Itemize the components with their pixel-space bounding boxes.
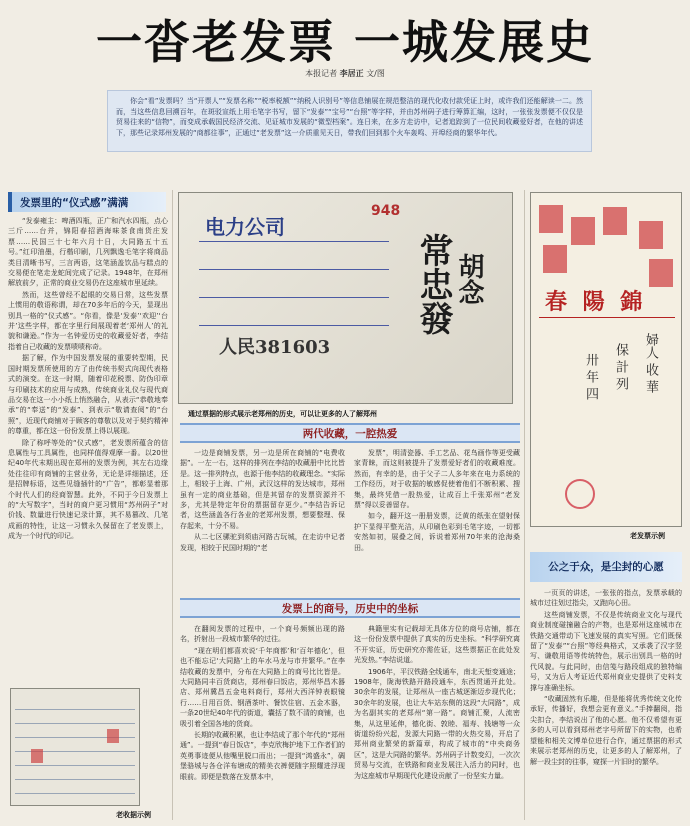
section-title-collection-text: 两代收藏，一腔热爱 — [302, 427, 398, 440]
right-photo-vertical-3: 卅 年 四 — [583, 353, 598, 401]
right-photo-vertical-1: 婦人 收 華 — [643, 333, 658, 394]
left-para-4: 除了称呼等处的“仪式感”，老发票所蕴含的信息属性与工具属性，也同样值得观摩一番。以20世纪40年代末期出现在郑州的发票为例，其左右边缘处往往印有商铺的主营业务，无论是详细描述，还是招牌标语，这些见缝插针的“广告”，都彰显着那个时代人们的经商智慧。此外，不同于今日发票上的“大写数字”，当时的商户更习惯用“苏州码子”对价钱、数量进行快速记录计算，其不易篡改、几笔成画的特性，让这一习惯永久保留在了老发票上，成为一个时代的印记。 — [8, 438, 168, 541]
mid-top2-para-2: 如今，翻开这一册册发票，泛黄的纸张在望射保护下显得平整光洁，从印刷色彩到毛笔字迹，一切都安然如初，展叠之间，诉说着郑州70年来的沧海桑田。 — [354, 512, 520, 552]
right-photo-title: 春 陽 錦 — [545, 289, 647, 315]
left-column-text — [8, 216, 168, 681]
main-photo-stamp: 948 — [371, 203, 401, 219]
main-invoice-photo — [178, 192, 513, 404]
right-photo-vertical-2: 保 計 列 — [613, 343, 628, 391]
mid-bot-para-1: 在翻阅发票的过程中，一个商号频频出现的路名，折射出一段城市繁华的过往。 — [180, 625, 345, 644]
left-receipt-photo — [10, 688, 140, 806]
mid-bot-para-2: “现在明们都喜欢说‘千年商都’和‘百年德化’，但也不能忘记‘大同路’上的车水马龙与市井繁华。”在李结收藏的发票中，分布在大同路上的商号比比皆是。大同路同丰百货商店，郑州春曰饭店，郑州华昌木器店、郑州冀昌五金电料商行，郑州大西洋钟表眼镜行……日用百货、钢酒茶叶、餐饮住宿、五金木器，一条20世纪40年代的街道，囊括了数不清的商铺，也吸引着全国各地的货商。 — [180, 646, 345, 728]
left-para-1: “发泰雍主：啤酒四瓶，正广和汽水四瓶，点心三斤……台并，锦阳春招酒海味茶食南货庄发票……民国三十七年六月十日，大同路五十五号。”红印油墨，行楷印刷，几列飘逸毛笔字将商品类目清晰书写，三言两语，这笔涵盖饮品与糕点的交易便在笔走龙蛇间完成了记录。1948年，在郑州解放前夕，正常的商业交易仍在这座城市里延续。 — [8, 217, 168, 288]
right-para-3: “收藏固然有乐趣，但是能将优秀传统文化传承好，传播好，我想会更有意义。”手捧翻阅，指尖扣合，李结说出了他的心愿。他不仅希望有更多的人可以看到郑州老字号所留下的实物，也希望能和相关文博单位进行合作，通过票据的形式来展示老郑州的历史，让更多的人了解郑州，了解一段尘封的往事，窥探一片旧时的繁华。 — [530, 695, 682, 766]
byline-name: 李居正 — [339, 69, 364, 78]
right-column-text — [530, 588, 682, 820]
mid-bot2-para-2: 1906年，平汉铁路全线通车，南北天堑变通途；1908年，陇海铁路开路段通车，东西贯通开此处。30余年的发展，让郑州从一座古城逐渐迈步现代化；30余年的发展，也让大车站东侧的这段“大同路”，成为名副其实的老郑州“第一路”。商铺汇聚，人流密集，从这里延伸，德化街、敦睦、福寿、钱塘等一众街道纷纷兴起，发源大同路一带的火热交易，开启了郑州商业繁荣的新篇章，构成了城市的“中央商务区”，这是大同路的繁华。苏州码子计数变幻，一次次贸易与交流，在铁路和商业发展注入活力的同时，也为这座城市早期现代化建设贡献了一份坚实力量。 — [354, 667, 520, 780]
left-photo-caption: 老收据示例 — [116, 811, 151, 819]
byline — [0, 68, 690, 79]
byline-suffix: 文/图 — [366, 69, 385, 78]
main-photo-caption: 通过票据的形式展示老郑州的历史，可以让更多的人了解郑州 — [188, 410, 377, 418]
mid-top-column-2 — [354, 448, 520, 578]
right-invoice-photo — [530, 192, 682, 527]
right-para-1: 一页页的讲述，一张张的指点，发票承载的城市过往划过指尖，又跑向心田。 — [530, 589, 682, 608]
mid-top-para-1: 一边是商铺发票，另一边是所在商铺的“电费收据”。一左一右，这样的排列在李结的收藏册中比比皆是。这一排列特点，也源于他李结的收藏理念。“实际上，相较于上海、广州，武汉这样的发达城市，郑州虽有一定的商业基础，但是其留存的发票资源并不多，尤其是特定年份的票据留存更少。”李结告诉记者，这些涵盖各行各业的老郑州发票，想要整理、保存起来，十分不易。 — [180, 449, 345, 530]
column-divider-left — [172, 190, 173, 820]
section-title-ritual — [8, 192, 166, 212]
section-title-shops-text: 发票上的商号，历史中的坐标 — [281, 602, 419, 615]
mid-top-column-1 — [180, 448, 345, 578]
section-title-collection — [180, 423, 520, 443]
right-photo-caption: 老发票示例 — [630, 532, 665, 540]
mid-bot-para-3: 长期的收藏积累，也让李结成了那个年代的“郑州通”。一提到“春日饭店”，李克欣梅护地下工作者们的英勇事迹便从他嘴里脱口而出；一提到“鸿盛永”，碉堡骆城与各仓洋布塘成的精美衣裤便随字照耀进浮现眼前。即便是数落在发票本中， — [180, 731, 345, 781]
byline-prefix: 本报记者 — [305, 69, 338, 78]
column-divider-right — [524, 190, 525, 820]
section-title-public — [530, 552, 682, 582]
mid-top-para-2: 从二七区骡驼到须庙河路古玩城，在走访中记者发现，相较于民国时期的“老 — [180, 533, 345, 552]
section-title-ritual-text: 发票里的“仪式感”满满 — [20, 196, 129, 209]
main-photo-ink: 电力公司 — [205, 215, 285, 239]
lead-box — [107, 90, 592, 152]
section-title-public-text: 公之于众，是尘封的心愿 — [548, 560, 664, 573]
lead-text: 你会“看”发票吗？当“开票人”“发票名称”“税率税额”“纳税人识别号”等信息铺展在规范整洁的现代化收付款凭证上时，或许我们还能解读一二。然而，当这些信息回溯百年，在斑驳宣纸上用毛笔字书写，留下“发泰”“宝号”“台照”等字样，并由苏州码子进行筹算汇编，这时，一张张发票便不仅仅是贸易往来的“信物”，而变成承载国民经济交流、见证城市发展的“微型档案”。连日来，在多方走访中，记者追踪到了一位民间收藏爱好者，在他的讲述下，那些记录郑州发展的“商都往事”，正通过“老发票”这一介质重见天日，带我们回到那个火车轰鸣、开埠经商的繁华年代。 — [116, 97, 583, 137]
left-para-2: 然而，这些曾经不起眼的交易日常，这些发票上惯用的敬语称谓，却在70多年后的今天，显现出别具一格的“仪式感”。“你看，像是‘发泰’‘欢迎’‘台并’这些字样，都在字里行间展现着老‘郑州人’的礼貌和谦逊。”作为一名钟爱历史的收藏爱好者，李结指着自己收藏的发票啧啧称奇。 — [8, 290, 168, 351]
mid-bottom-column-2 — [354, 624, 520, 820]
right-para-2: 这些商铺发票，不仅是传统商业文化与现代商业制度碰撞融合的产物，也是郑州这座城市在铁路交通带动下飞速发展的真实写照。它们既保留了“发泰”“台照”等经典格式，又承袭了汉字竖写、谦敬用语等传统特色，展示出别具一格的时代风貌。与此同时，由信笺与路段组成的独特编号，又为后人考证近代郑州商业史提供了史料支撑与准确坐标。 — [530, 610, 682, 692]
mid-bottom-column-1 — [180, 624, 345, 820]
section-title-shops — [180, 598, 520, 618]
mid-top2-para-1: 发票”，明清瓷器、手工艺品、花鸟画作等更受藏家青睐，而这则被提升了发票爱好者们的收藏难度。然而，有幸的是，由于父子二人多年来在电力系统的工作经历，对于收据的敏感促使着他们不断积累、搜集，最终凭借一股热爱，让成百上千张郑州“老发票”得以妥善留存。 — [354, 449, 520, 510]
headline: 一沓老发票 一城发展史 — [95, 15, 594, 69]
main-photo-handwriting: 常忠發 — [413, 233, 453, 335]
main-photo-total: 人民381603 — [219, 337, 331, 358]
left-para-3: 据了解，作为中国发票发展的重要转型期，民国时期发票所使用的方了由传统书契式向现代表格式的演变。在这一时期，随着印花税票、防伪印章与印刷技术的应用与成熟，传统商业礼仪与现代商品交易在这一小小纸上悄然融合，从表示“恭敬地奉承”的“奉送”的“发泰”、到表示“敬请查阅”的“台照”，近现代商铺对于顾客的尊敬以及对于契约精神的尊重，都在这一份份发票上得以展现。 — [8, 354, 168, 436]
main-photo-handwriting-2: 胡念 — [454, 253, 484, 305]
mid-bot2-para-1: 典籍里实有记载却无具体方位的商号店铺，都在这一份份发票中提供了真实的历史坐标。“科学研究离不开实证，历史研究亦需佐证，这些票据正在此处发光发热。”李结说道。 — [354, 625, 520, 665]
